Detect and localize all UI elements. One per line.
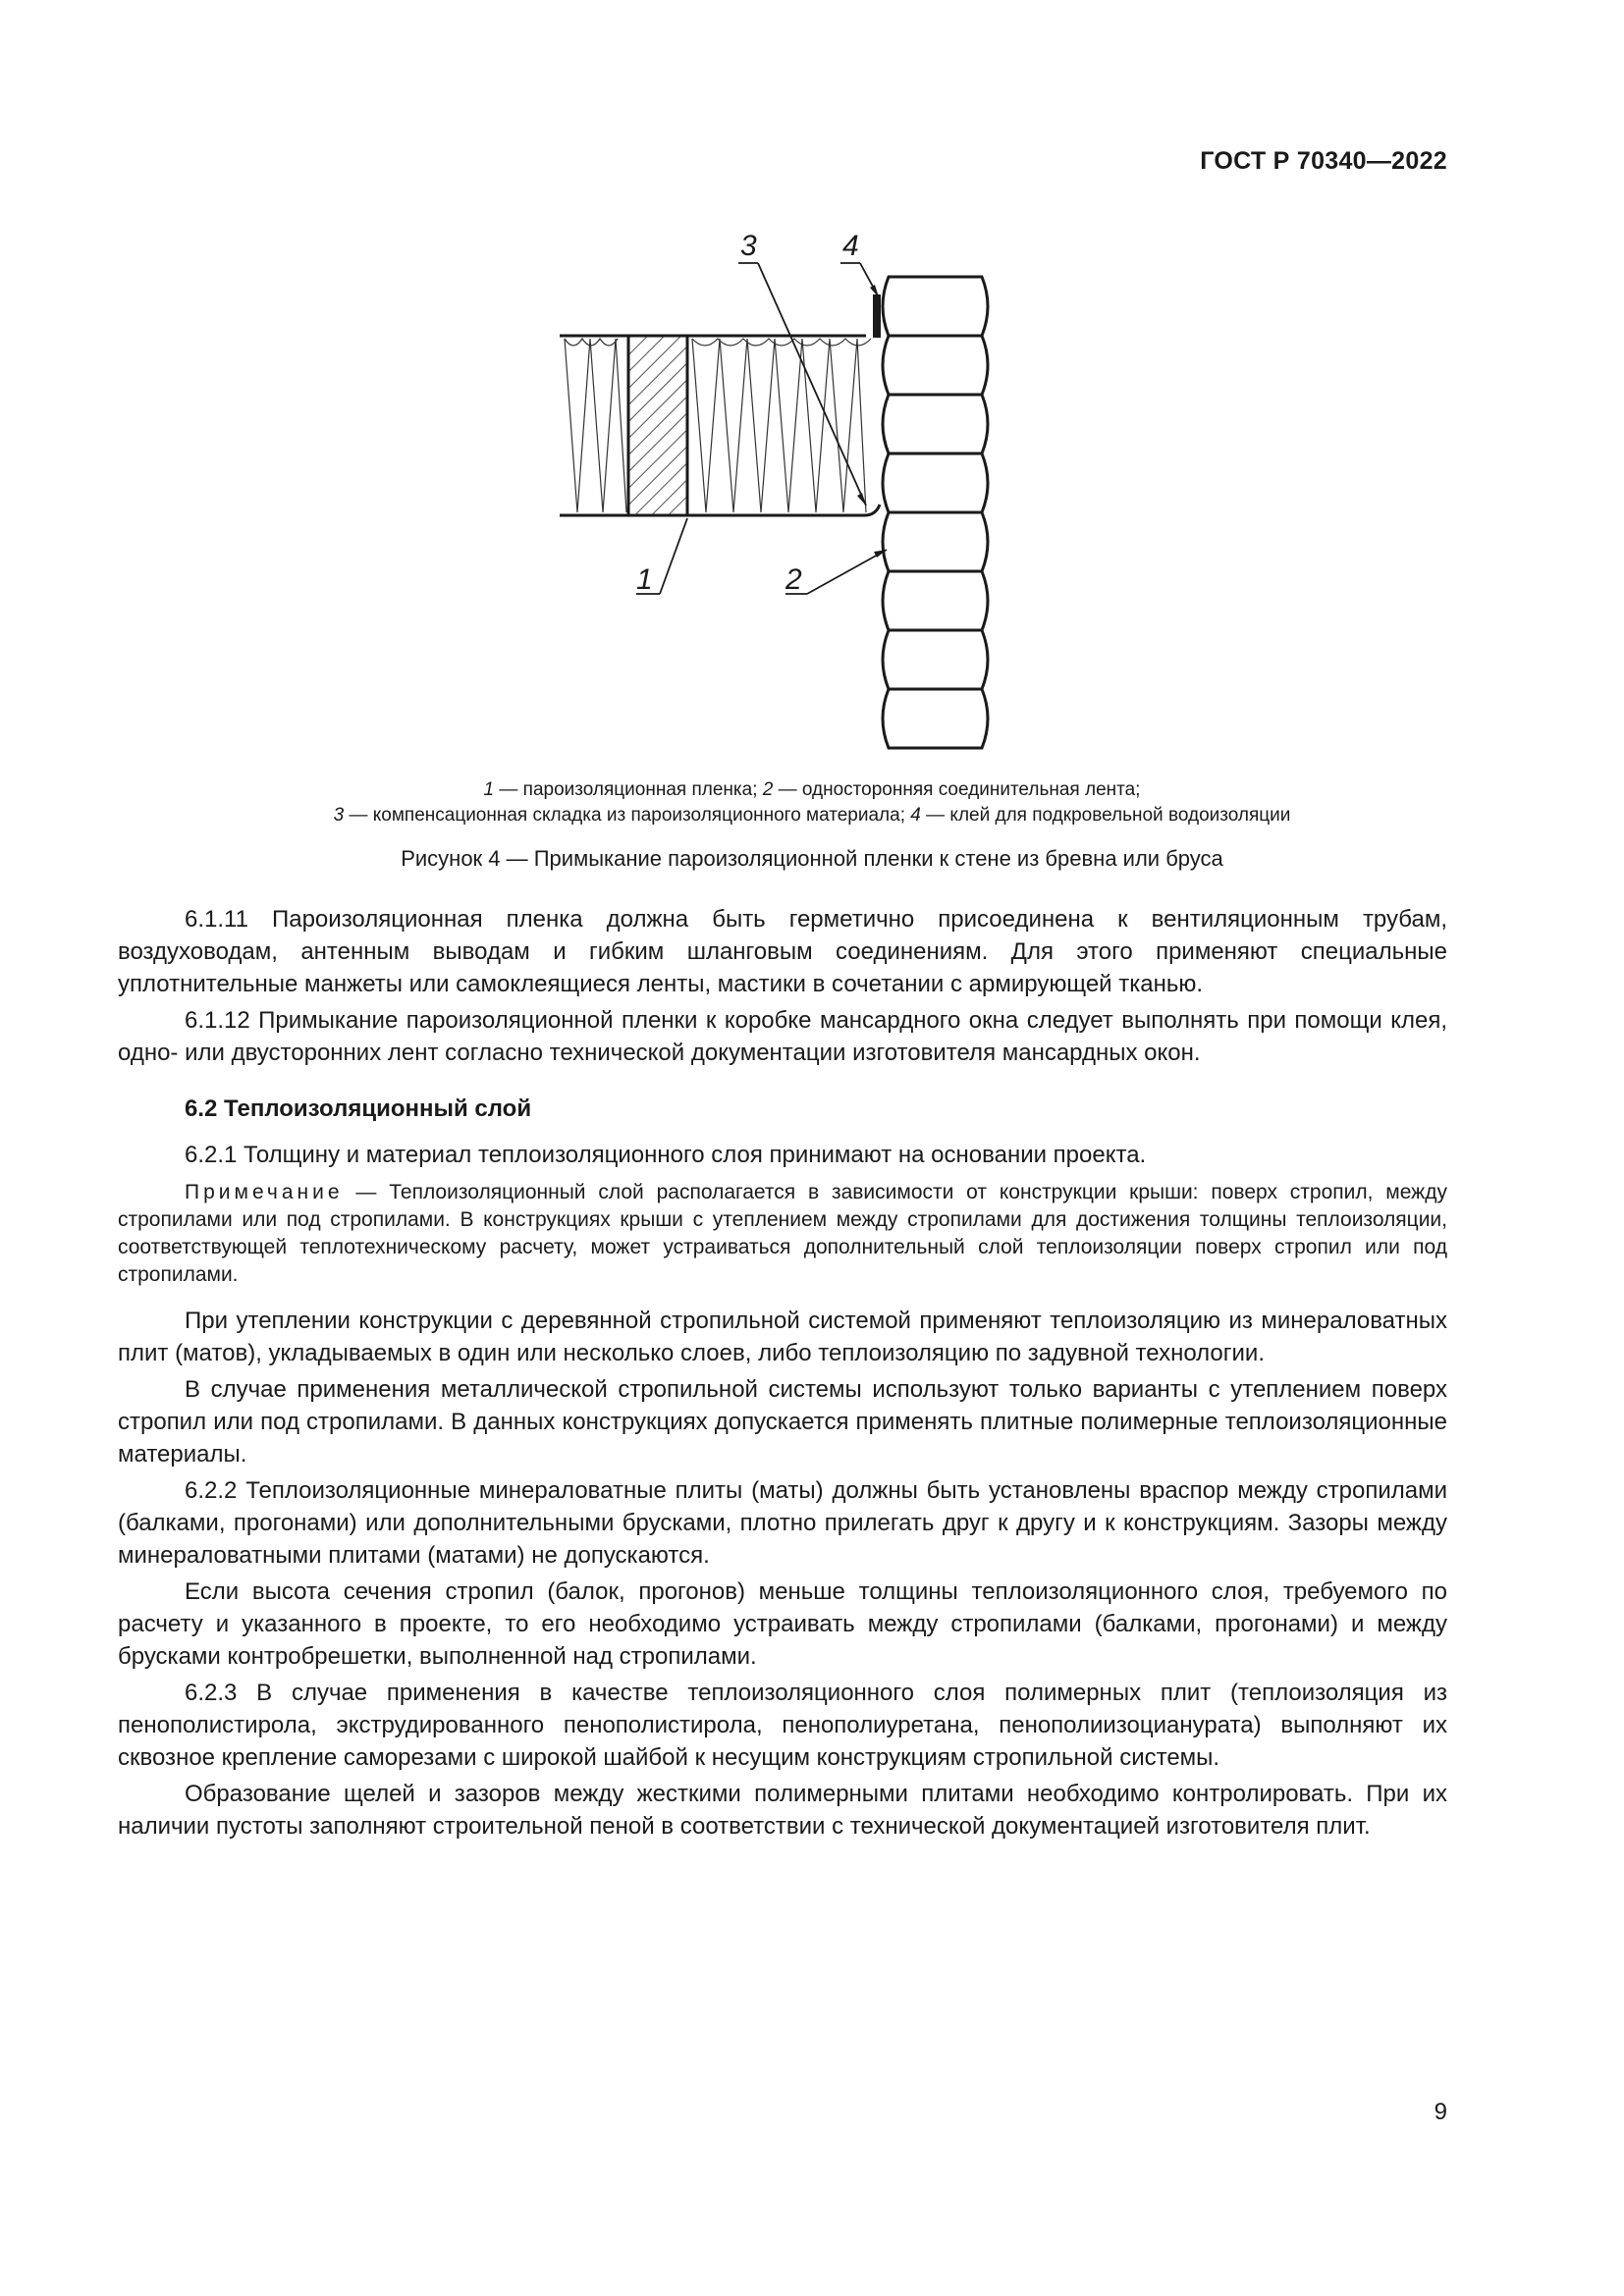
paragraph-6-1-11: 6.1.11 Пароизоляционная пленка должна быть герметично присоединена к вентиляционным трубам, воздуховодам, антенным выводам и гибким шланговым соединениям. Для этого применяют специальные уплотнительные манжеты или самоклеящиеся ленты, мастики в сочетании с армирующей тканью. [118, 906, 1447, 997]
figure-4-drawing [550, 224, 1021, 754]
paragraph-6-2-1: 6.2.1 Толщину и материал теплоизоляционного слоя принимают на основании проекта. [185, 1142, 1147, 1168]
legend-text: — компенсационная складка из пароизоляционного материала; [344, 805, 911, 826]
legend-text: — односторонняя соединительная лента; [773, 779, 1141, 800]
section-heading-6-2: 6.2 Теплоизоляционный слой [185, 1095, 532, 1122]
figure-label-3: 3 [740, 230, 757, 262]
figure-legend-line-1 [118, 777, 1506, 803]
paragraph-6-2-2: 6.2.2 Теплоизоляционные минераловатные плиты (маты) должны быть установлены враспор между стропилами (балками, прогонами) или дополнительными брусками, плотно прилегать друг к другу и к конструкциям. Зазоры между минераловатными плитами (матами) не допускаются. [118, 1477, 1447, 1569]
note-label: Примечание [185, 1181, 344, 1203]
log-wall [883, 277, 988, 748]
paragraph-6-1-12: 6.1.12 Примыкание пароизоляционной пленки к коробке мансардного окна следует выполнять при помощи клея, одно- или двусторонних лент согласно технической документации изготовителя мансардных окон. [118, 1007, 1447, 1066]
legend-number: 2 [762, 779, 774, 800]
standard-code-header: ГОСТ Р 70340—2022 [1200, 147, 1447, 175]
legend-text: — пароизоляционная пленка; [494, 779, 763, 800]
paragraph-gaps-control: Образование щелей и зазоров между жесткими полимерными плитами необходимо контролировать. При их наличии пустоты заполняют строительной пеной в соответствии с технической документацией изготовителя плит. [118, 1781, 1447, 1840]
paragraph-metal-system: В случае применения металлической стропильной системы используют только варианты с утеплением поверх стропил или под стропилами. В данных конструкциях допускается применять плитные полимерные теплоизоляционные материалы. [118, 1376, 1447, 1468]
figure-caption: Рисунок 4 — Примыкание пароизоляционной пленки к стене из бревна или бруса [401, 846, 1223, 871]
page-number: 9 [1434, 2099, 1447, 2125]
figure-label-4: 4 [842, 230, 859, 262]
insulation-left [565, 339, 626, 512]
note-text: — Теплоизоляционный слой располагается в зависимости от конструкции крыши: поверх стропил, между стропилами или под стропилами. В конструкциях крыши с утеплением между стропилами для достижения толщины теплоизоляции, соответствующей теплотехническому расчету, может устраиваться дополнительный слой теплоизоляции поверх стропил или под стропилами. [118, 1181, 1447, 1286]
wall-junction-diagram [550, 224, 1021, 754]
rafter [628, 336, 687, 515]
figure-label-1: 1 [636, 563, 653, 596]
note [118, 1179, 1447, 1289]
paragraph-6-2-3: 6.2.3 В случае применения в качестве теплоизоляционного слоя полимерных плит (теплоизоляция из пенополистирола, экструдированного пенополистирола, пенополиуретана, пенополиизоцианурата) выполняют их сквозное крепление саморезами с широкой шайбой к несущим конструкциям стропильной системы. [118, 1680, 1447, 1771]
legend-number: 4 [910, 805, 921, 826]
insulation-right [692, 339, 866, 512]
figure-legend-line-2 [118, 803, 1506, 828]
legend-text: — клей для подкровельной водоизоляции [920, 805, 1291, 826]
body-text [118, 903, 1447, 1842]
glue-strip [873, 294, 881, 338]
paragraph-wood-system: При утеплении конструкции с деревянной стропильной системой применяют теплоизоляцию из минераловатных плит (матов), укладываемых в один или несколько слоев, либо теплоизоляцию по задувной технологии. [118, 1308, 1447, 1366]
legend-number: 1 [483, 779, 495, 800]
paragraph-rafter-height: Если высота сечения стропил (балок, прогонов) меньше толщины теплоизоляционного слоя, требуемого по расчету и указанного в проекте, то его необходимо устраивать между стропилами (балками, прогонами) и между брусками контробрешетки, выполненной над стропилами. [118, 1578, 1447, 1670]
legend-number: 3 [333, 805, 345, 826]
figure-label-2: 2 [785, 563, 802, 596]
